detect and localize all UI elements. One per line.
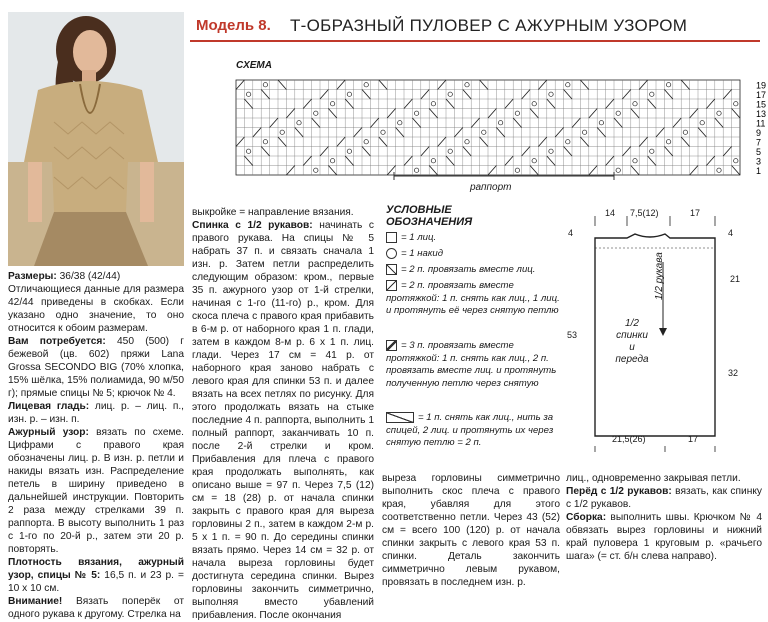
stockinette-text: лиц. р. – лиц. п., изн. р. – изн. п. — [8, 401, 184, 425]
sizes-text: 36/38 (42/44) — [56, 271, 121, 282]
materials-heading: Вам потребуется: — [8, 336, 106, 347]
front-text: вязать, как спинку с 1/2 рукавов. — [566, 486, 762, 510]
center-label-3: и переда — [615, 342, 649, 365]
attention-heading: Внимание! — [8, 596, 63, 607]
chart-row-number: 9 — [756, 128, 762, 138]
sizes-heading: Размеры: — [8, 271, 57, 282]
model-number: Модель 8. — [196, 17, 271, 34]
stockinette-heading: Лицевая гладь: — [8, 401, 90, 412]
dim-17-bottom: 17 — [688, 434, 699, 444]
schema-label: СХЕМА — [236, 60, 272, 71]
chart-grid — [236, 80, 740, 175]
model-photo — [8, 12, 184, 266]
column-2 — [192, 206, 374, 622]
page-title: Т-ОБРАЗНЫЙ ПУЛОВЕР С АЖУРНЫМ УЗОРОМ — [290, 16, 688, 35]
legend-text: = 1 лиц. — [401, 232, 437, 244]
column-3 — [382, 472, 560, 589]
column-4 — [566, 472, 762, 563]
assembly-text: выполнить швы. Крючком № 4 обвязать вырез горловины и нижний край пуловера 1 круговым р. «рачьего шага» (= ст. б/н слева направо). — [566, 512, 762, 562]
dim-53: 53 — [567, 330, 578, 340]
yarn-over-icon — [386, 248, 397, 259]
chart-row-number: 7 — [756, 137, 762, 148]
legend-item — [386, 248, 566, 261]
sleeve-label: 1/2 рукава — [654, 252, 665, 300]
chart-row-number: 11 — [756, 118, 766, 129]
column-1 — [8, 270, 184, 621]
chart-row-number: 3 — [756, 156, 762, 167]
gauge-text: 16,5 п. и 23 р. = 10 х 10 см. — [8, 570, 184, 594]
chart-row-number: 1 — [756, 166, 762, 176]
chart-row-numbers — [756, 81, 766, 177]
knitting-chart — [234, 72, 768, 192]
front-heading: Перёд с 1/2 рукавов: — [566, 486, 672, 497]
gauge-heading: Плотность вязания, ажурный узор, спицы № 5: — [8, 557, 184, 581]
materials-text: 450 (500) г бежевой (цв. 602) пряжи Lana Grossa SECONDO BIG (70% хлопка, 15% шёлка, 15% полиамида, 90 м/50 г); прямые спицы № 5; крючок № 4. — [8, 336, 184, 399]
knit-symbol-icon — [386, 232, 397, 243]
lace-heading: Ажурный узор: — [8, 427, 89, 438]
sizes-note: Отличающиеся данные для размера 42/44 приведены в скобках. Если указано одно значение, то оно относится к обоим размерам. — [8, 284, 184, 334]
slip-pass-icon — [386, 412, 414, 423]
chart-row-number: 15 — [756, 99, 767, 110]
legend-text: = 3 п. провязать вместе протяжкой: 1 п. снять как лиц., 2 п. провязать вместе лиц. и протянуть полученную петлю через снятую — [386, 340, 557, 389]
sk2p-icon — [386, 340, 397, 351]
dim-32: 32 — [728, 368, 739, 378]
legend-item — [386, 264, 566, 277]
pattern-arrow-note: выкройке = направление вязания. — [192, 207, 354, 218]
continuation-text: выреза горловины симметрично выполнить скос плеча с правого края, убавляя для этого соответственно петли. Через 43 (52) см = всего 100 (120) р. от начала спинки закрыть с левого края 53 п. спинки. Деталь закончить симметрично левым рукавом, провязать в последнем изн. р. — [382, 473, 560, 588]
pattern-schematic — [565, 200, 765, 462]
rapport-label: раппорт — [470, 182, 512, 193]
legend-text: = 2 п. провязать вместе протяжкой: 1 п. снять как лиц., 1 лиц. и протянуть её через снятую петлю — [386, 280, 560, 317]
legend-title-line-2: ОБОЗНАЧЕНИЯ — [386, 216, 473, 228]
k2tog-icon — [386, 264, 397, 275]
dim-4-left: 4 — [568, 228, 574, 238]
dim-4-right: 4 — [728, 228, 734, 238]
center-label-1: 1/2 — [625, 318, 639, 329]
chart-row-number: 13 — [756, 109, 767, 119]
dim-14: 14 — [605, 208, 616, 218]
dim-7-5: 7,5(12) — [630, 208, 659, 218]
back-heading: Спинка с 1/2 рукавов: — [192, 220, 313, 231]
chart-row-number: 17 — [756, 90, 767, 100]
center-label-2: спинки — [616, 330, 648, 341]
bind-off-text: лиц., одновременно закрывая петли. — [566, 473, 741, 484]
legend-title — [386, 204, 472, 228]
legend-item — [386, 340, 566, 390]
lace-text: вязать по схеме. Цифрами с правого края обозначены лиц. р. В изн. р. петли и накиды вязать изн. Распределение петель в ширину приведено в дальнейшей инструкции. Повторить 2 раза между стрелками 39 п. раппорта. В высоту выполнить 1 раз с 1-го по 20-й р., затем эти 20 р. повторять. — [8, 427, 184, 555]
dim-21-5: 21,5(26) — [612, 434, 646, 444]
back-text: начинать с правого рукава. На спицы № 5 набрать 37 п. и связать сначала 1 изн. р. Затем петли распределить следующим образом: кром., первые 35 п. ажурного узор от 1-й стрелки, начиная с 1-го (11-го) р., кром. Для скоса плеча с правого края прибавить в 6-м р. от наборного края 1 п. глади, затем в каждом 8-м р. 6 х 1 п. лиц. глади. Через 17 см = 41 р. от наборного края заново набрать с левого края для спинки 53 п. и далее вязать на всех петлях по рисунку. Для этого продолжать вязать на стыке последние 4 п. раппорта, выполнить 1 полный раппорт, заканчивать 10 п. после 2-й стрелки и кром. Прибавления для плеча с правого края продолжать выполнять, как описано выше = 97 п. Через 7,5 (12) см = 18 (28) р. от начала спинки закрыть с правого края для выреза горловины 2 п., затем в каждом 2-м р. 5 х 1 п. = 90 п. До середины спинки вязать прямо. Через 14 см = 32 р. от начала выреза горловины будет достигнута середина спинки. Вырез горловины закончить симметрично, выполняя вместо убавлений прибавления. После окончания — [192, 220, 374, 621]
legend-text: = 1 п. снять как лиц., нить за спицей, 2 лиц. и протянуть их через снятую петлю = 2 п. — [386, 412, 554, 449]
ssk-icon — [386, 280, 397, 291]
attention-text: Вязать поперёк от одного рукава к другому. Стрелка на — [8, 596, 184, 620]
legend-text: = 2 п. провязать вместе лиц. — [401, 264, 536, 276]
center-label — [612, 318, 652, 366]
dim-21: 21 — [730, 274, 741, 284]
legend-item — [386, 232, 566, 245]
legend-item — [386, 280, 566, 318]
dim-17-top: 17 — [690, 208, 701, 218]
chart-row-number: 5 — [756, 147, 762, 157]
legend-title-line-1: УСЛОВНЫЕ — [386, 204, 452, 216]
chart-row-number: 19 — [756, 80, 767, 91]
assembly-heading: Сборка: — [566, 512, 607, 523]
legend-text: = 1 накид — [401, 248, 444, 260]
legend-item — [386, 412, 566, 450]
